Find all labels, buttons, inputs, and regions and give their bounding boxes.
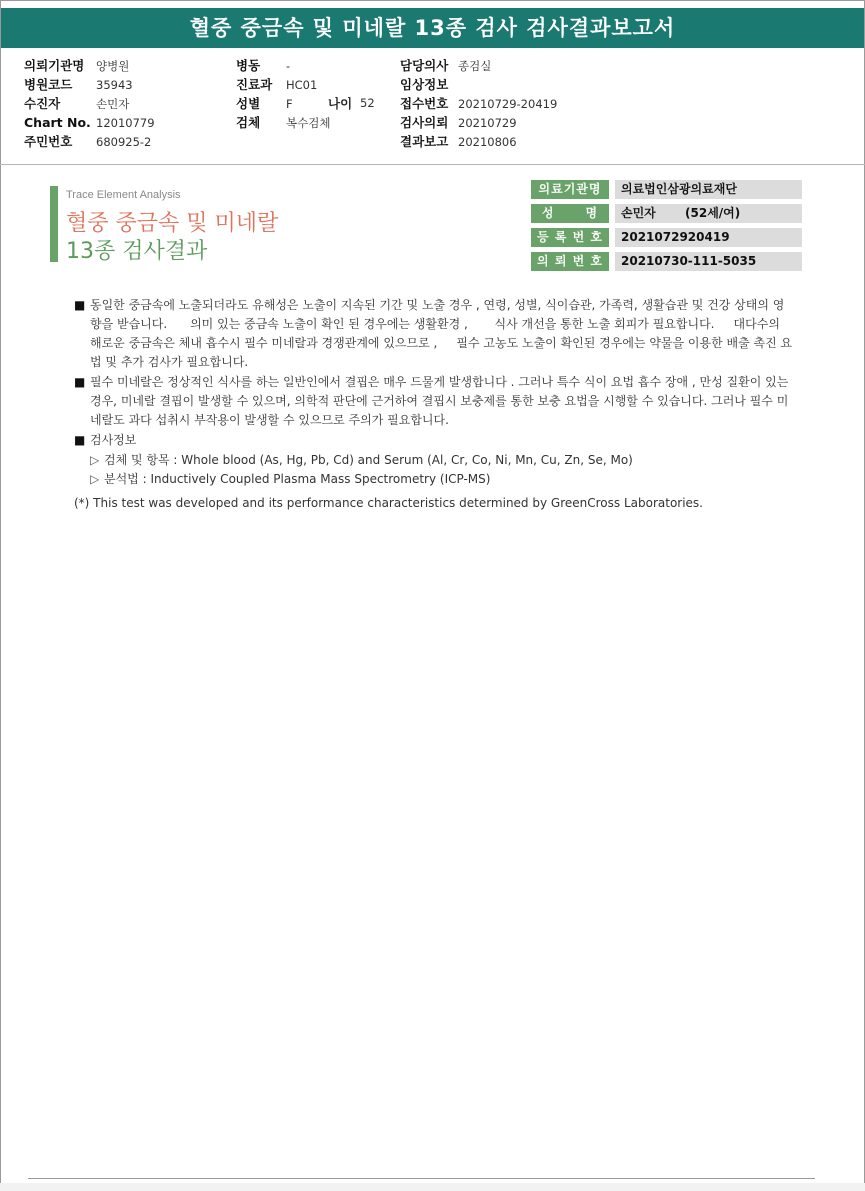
info-row-patient: [24, 94, 155, 113]
heading-subtitle: Trace Element Analysis: [66, 189, 181, 201]
ward-label: 병동: [236, 58, 261, 73]
paragraph-minerals-text: 필수 미네랄은 정상적인 식사를 하는 일반인에서 결핍은 매우 드물게 발생합니다 . 그러나 특수 식이 요법 흡수 장애 , 만성 질환이 있는 경우, 미네랄 결핍이 발생할 수 있으며, 의학적 판단에 근거하여 결핍시 보충제를 통한 보충 요법을 시행할 수 있습니다. 그러나 필수 미네랄도 과다 섭취시 부작용이 발생할 수 있으므로 주의가 필요합니다.: [90, 375, 789, 427]
info-row-resident-no: [24, 132, 155, 151]
page-bottom-strip: [0, 1183, 865, 1191]
info-row-hospital-code: [24, 75, 155, 94]
department-value: HC01: [286, 78, 318, 92]
info-column-3: [400, 56, 557, 151]
bullet-square-icon: ■: [74, 375, 86, 389]
report-heading: [50, 186, 350, 262]
resident-no-value: 680925-2: [96, 135, 152, 149]
clinical-info-label: 임상정보: [400, 77, 449, 92]
hospital-code-value: 35943: [96, 78, 133, 92]
summary-request-label: 의 뢰 번 호: [531, 252, 609, 271]
request-date-value: 20210729: [458, 116, 517, 130]
request-date-label: 검사의뢰: [400, 115, 449, 130]
info-row-institution: [24, 56, 155, 75]
paragraph-heavy-metals-text: 동일한 중금속에 노출되더라도 유해성은 노출이 지속된 기간 및 노출 경우 , 연령, 성별, 식이습관, 가족력, 생활습관 및 건강 상태의 영향을 받습니다. 의미 있는 중금속 노출이 확인 된 경우에는 생활환경 , 식사 개선을 통한 노출 회피가 필요합니다. 대다수의 해로운 중금속은 체내 흡수시 필수 미네랄과 경쟁관계에 있으므로 , 필수 고농도 노출이 확인된 경우에는 약물을 이용한 배출 촉진 요법 및 추가 검사가 필요합니다.: [90, 298, 793, 369]
sex-value: F: [286, 97, 293, 111]
heading-title-line2: 13종 검사결과: [66, 239, 208, 264]
age-label: 나이: [328, 96, 353, 111]
resident-no-label: 주민번호: [24, 134, 73, 149]
patient-info-grid: [0, 56, 865, 152]
summary-row-institution: [531, 180, 802, 199]
triangle-right-icon: ▷: [90, 453, 100, 467]
heading-accent-bar: [50, 186, 58, 262]
receipt-no-label: 접수번호: [400, 96, 449, 111]
info-row-specimen: [236, 113, 330, 132]
summary-request-value: 20210730-111-5035: [615, 252, 802, 271]
report-title-bar: [1, 8, 864, 48]
specimen-value: 복수검체: [286, 116, 331, 130]
footer-divider: [28, 1178, 815, 1179]
chart-no-value: 12010779: [96, 116, 155, 130]
summary-row-name: [531, 204, 802, 223]
info-row-doctor: [400, 56, 557, 75]
report-title: 혈중 중금속 및 미네랄 13종 검사 검사결과보고서: [189, 16, 676, 40]
test-info-item-specimen-text: 검체 및 항목 : Whole blood (As, Hg, Pb, Cd) and Serum (Al, Cr, Co, Ni, Mn, Cu, Zn, Se, Mo): [104, 453, 633, 467]
age-value: 52: [360, 96, 375, 110]
info-row-receipt-no: [400, 94, 557, 113]
sex-label: 성별: [236, 96, 261, 111]
summary-institution-label: 의료기관명: [531, 180, 609, 199]
report-body: [74, 296, 794, 513]
paragraph-heavy-metals: [74, 296, 794, 372]
info-column-1: [24, 56, 155, 151]
department-label: 진료과: [236, 77, 273, 92]
patient-value: 손민자: [96, 97, 130, 111]
info-row-department: [236, 75, 330, 94]
summary-name-label: 성 명: [531, 204, 609, 223]
hospital-code-label: 병원코드: [24, 77, 73, 92]
test-info-item-method: [74, 470, 794, 489]
summary-institution-value: 의료법인삼광의료재단: [615, 180, 802, 199]
test-info-title: 검사정보: [90, 433, 137, 447]
paragraph-test-info: [74, 431, 794, 450]
header-divider: [0, 164, 865, 165]
triangle-right-icon: ▷: [90, 472, 100, 486]
institution-value: 양병원: [96, 59, 130, 73]
report-date-value: 20210806: [458, 135, 517, 149]
info-row-report-date: [400, 132, 557, 151]
info-row-ward: [236, 56, 330, 75]
info-row-request-date: [400, 113, 557, 132]
footnote: (*) This test was developed and its performance characteristics determined by GreenCross Laboratories.: [74, 496, 703, 510]
specimen-label: 검체: [236, 115, 261, 130]
bullet-square-icon: ■: [74, 433, 86, 447]
info-row-chart-no: [24, 113, 155, 132]
summary-row-registration-no: [531, 228, 802, 247]
patient-label: 수진자: [24, 96, 61, 111]
chart-no-label: Chart No.: [24, 115, 91, 130]
test-info-item-specimen: [74, 451, 794, 470]
summary-name-value: 손민자 (52세/여): [615, 204, 802, 223]
summary-registration-label: 등 록 번 호: [531, 228, 609, 247]
summary-row-request-no: [531, 252, 802, 271]
institution-label: 의뢰기관명: [24, 58, 85, 73]
info-row-clinical-info: [400, 75, 557, 94]
heading-title-line1: 혈중 중금속 및 미네랄: [66, 211, 279, 236]
info-column-2: [236, 56, 375, 132]
bullet-square-icon: ■: [74, 298, 86, 312]
doctor-label: 담당의사: [400, 58, 449, 73]
ward-value: -: [286, 59, 291, 73]
patient-summary-box: [531, 180, 802, 276]
summary-registration-value: 2021072920419: [615, 228, 802, 247]
paragraph-minerals: [74, 373, 794, 430]
report-date-label: 결과보고: [400, 134, 449, 149]
doctor-value: 종검실: [458, 59, 492, 73]
info-row-sex-age: [236, 94, 375, 113]
test-info-item-method-text: 분석법 : Inductively Coupled Plasma Mass Spectrometry (ICP-MS): [104, 472, 491, 486]
receipt-no-value: 20210729-20419: [458, 97, 558, 111]
